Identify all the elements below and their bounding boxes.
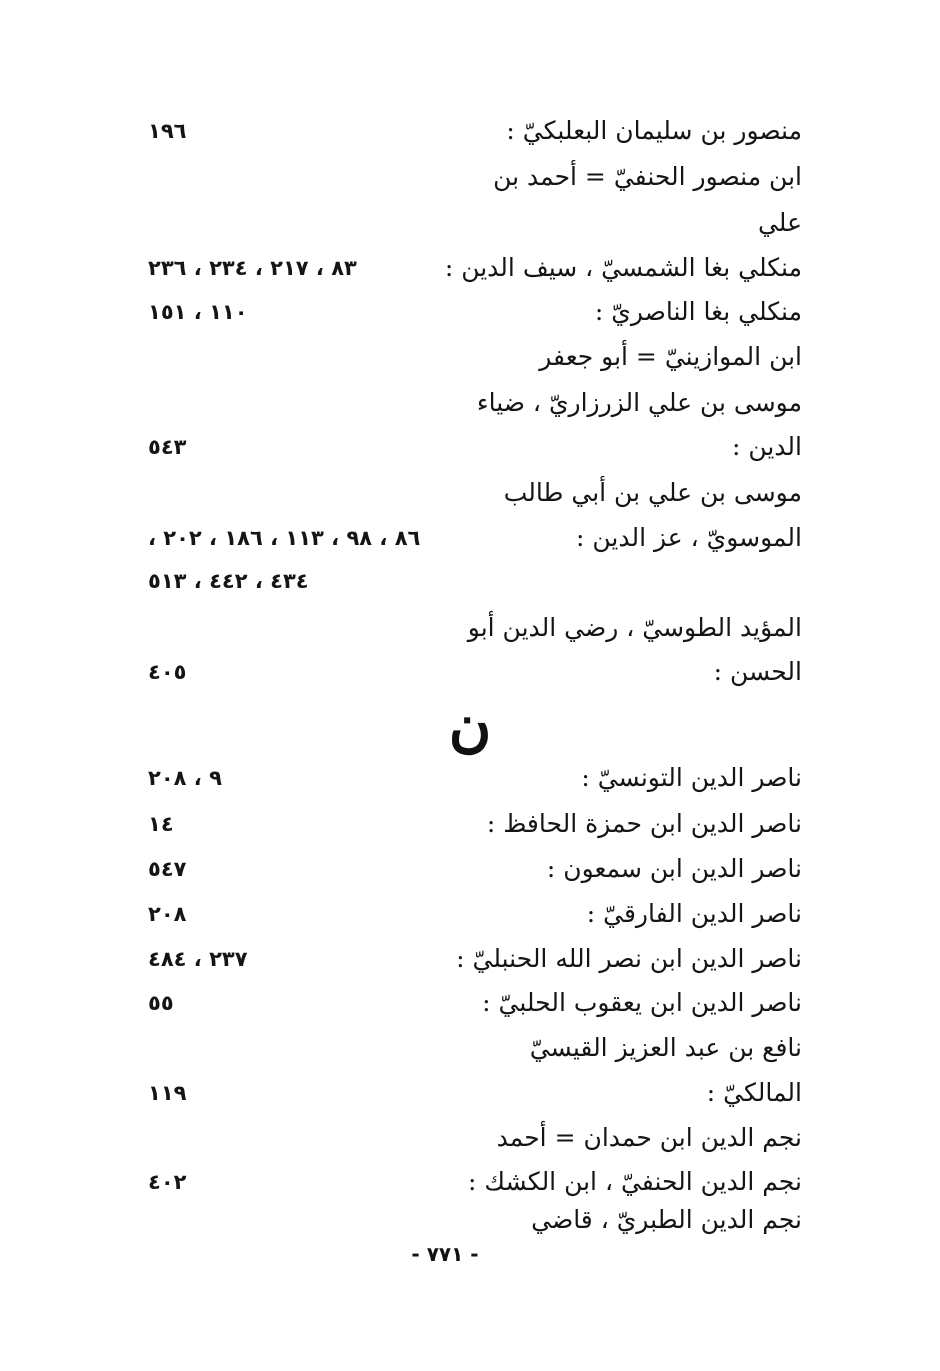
- entry-pages: ٢٣٧ ، ٤٨٤: [148, 947, 248, 971]
- index-entry: [0, 650, 940, 694]
- entry-pages: ٥٥: [148, 991, 174, 1015]
- entry-name: نجم الدين الطبريّ ، قاضي: [531, 1205, 802, 1234]
- index-entry: [0, 559, 940, 603]
- entry-name: الدين :: [731, 432, 802, 461]
- entry-pages: ٤٣٤ ، ٤٤٢ ، ٥١٣: [148, 569, 309, 593]
- entry-pages: ١١٠ ، ١٥١: [148, 300, 248, 324]
- entry-name: ناصر الدين التونسيّ :: [581, 763, 802, 792]
- section-letter: ن: [448, 691, 492, 759]
- index-entry: [0, 381, 940, 425]
- index-entry: [0, 1026, 940, 1070]
- entry-name: الحسن :: [713, 657, 802, 686]
- index-entry: [0, 290, 940, 334]
- index-entry: [0, 246, 940, 290]
- index-entry: [0, 516, 940, 560]
- entry-pages: ٤٠٥: [148, 660, 187, 684]
- entry-name: ناصر الدين ابن يعقوب الحلبيّ :: [482, 988, 802, 1017]
- index-entry: [0, 847, 940, 891]
- entry-name: علي: [757, 208, 802, 237]
- entry-name: منصور بن سليمان البعلبكيّ :: [506, 116, 802, 145]
- index-entry: [0, 937, 940, 981]
- entry-name: منكلي بغا الشمسيّ ، سيف الدين :: [444, 253, 802, 282]
- entry-pages: ٨٣ ، ٢١٧ ، ٢٣٤ ، ٢٣٦: [148, 256, 357, 280]
- entry-pages: ١٩٦: [148, 119, 187, 143]
- index-entry: [0, 425, 940, 469]
- entry-pages: ٥٤٣: [148, 435, 187, 459]
- entry-name: موسى بن علي الزرزاريّ ، ضياء: [476, 388, 802, 417]
- index-entry: [0, 201, 940, 245]
- entry-name: المالكيّ :: [706, 1078, 802, 1107]
- entry-name: ناصر الدين الفارقيّ :: [586, 899, 802, 928]
- entry-name: ابن منصور الحنفيّ = أحمد بن: [493, 162, 802, 191]
- entry-name: ناصر الدين ابن حمزة الحافظ :: [486, 809, 802, 838]
- index-entry: [0, 981, 940, 1025]
- entry-pages: ١١٩: [148, 1081, 187, 1105]
- entry-pages: ٥٤٧: [148, 857, 187, 881]
- index-entry: [0, 335, 940, 379]
- index-entry: [0, 1116, 940, 1160]
- index-entry: [0, 606, 940, 650]
- page-number: - ٧٧١ -: [411, 1242, 479, 1266]
- index-entry: [0, 756, 940, 800]
- index-entry: [0, 802, 940, 846]
- entry-pages: ٢٠٨: [148, 902, 187, 926]
- index-entry: [0, 1071, 940, 1115]
- entry-name: نافع بن عبد العزيز القيسيّ: [529, 1033, 802, 1062]
- entry-name: نجم الدين ابن حمدان = أحمد: [496, 1123, 802, 1152]
- entry-name: الموسويّ ، عز الدين :: [575, 523, 802, 552]
- entry-name: ابن الموازينيّ = أبو جعفر: [539, 342, 802, 371]
- entry-name: المؤيد الطوسيّ ، رضي الدين أبو: [467, 613, 802, 642]
- index-entry: [0, 471, 940, 515]
- entry-pages: ٨٦ ، ٩٨ ، ١١٣ ، ١٨٦ ، ٢٠٢ ،: [148, 526, 421, 550]
- entry-name: ناصر الدين ابن سمعون :: [546, 854, 802, 883]
- entry-pages: ٩ ، ٢٠٨: [148, 766, 222, 790]
- index-entry: [0, 109, 940, 153]
- entry-pages: ٤٠٢: [148, 1170, 187, 1194]
- entry-name: منكلي بغا الناصريّ :: [594, 297, 802, 326]
- entry-name: نجم الدين الحنفيّ ، ابن الكشك :: [468, 1167, 802, 1196]
- index-entry: [0, 892, 940, 936]
- entry-name: ناصر الدين ابن نصر الله الحنبليّ :: [456, 944, 802, 973]
- entry-name: موسى بن علي بن أبي طالب: [503, 478, 802, 507]
- index-entry: [0, 155, 940, 199]
- entry-pages: ١٤: [148, 812, 174, 836]
